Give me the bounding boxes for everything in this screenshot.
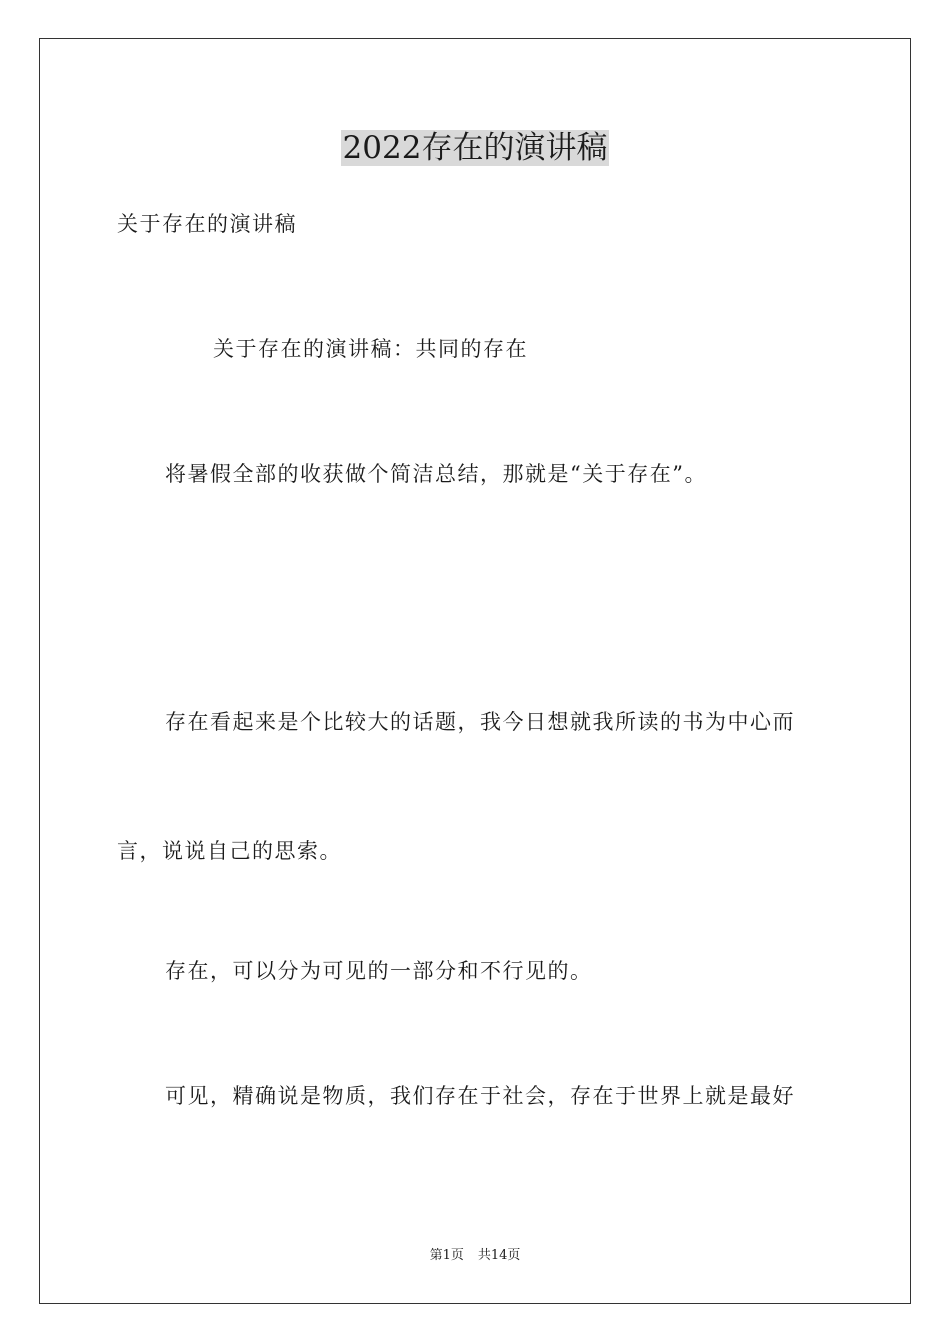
document-title-text: 2022存在的演讲稿 — [342, 130, 608, 166]
text-line-paragraph: 存在看起来是个比较大的话题，我今日想就我所读的书为中心而 — [165, 710, 795, 734]
text-line-paragraph: 存在，可以分为可见的一部分和不行见的。 — [165, 959, 593, 983]
text-line-paragraph: 将暑假全部的收获做个简洁总结，那就是“关于存在”。 — [165, 462, 707, 486]
text-line-paragraph: 言，说说自己的思索。 — [117, 839, 342, 863]
text-line-subtitle: 关于存在的演讲稿 — [117, 212, 297, 236]
page-footer — [0, 1246, 950, 1266]
text-line-heading: 关于存在的演讲稿：共同的存在 — [213, 337, 528, 361]
text-line-paragraph: 可见，精确说是物质，我们存在于社会，存在于世界上就是最好 — [165, 1084, 795, 1108]
page-number: 第1页 — [429, 1248, 464, 1263]
document-title — [0, 126, 950, 170]
total-pages: 共14页 — [477, 1248, 521, 1263]
